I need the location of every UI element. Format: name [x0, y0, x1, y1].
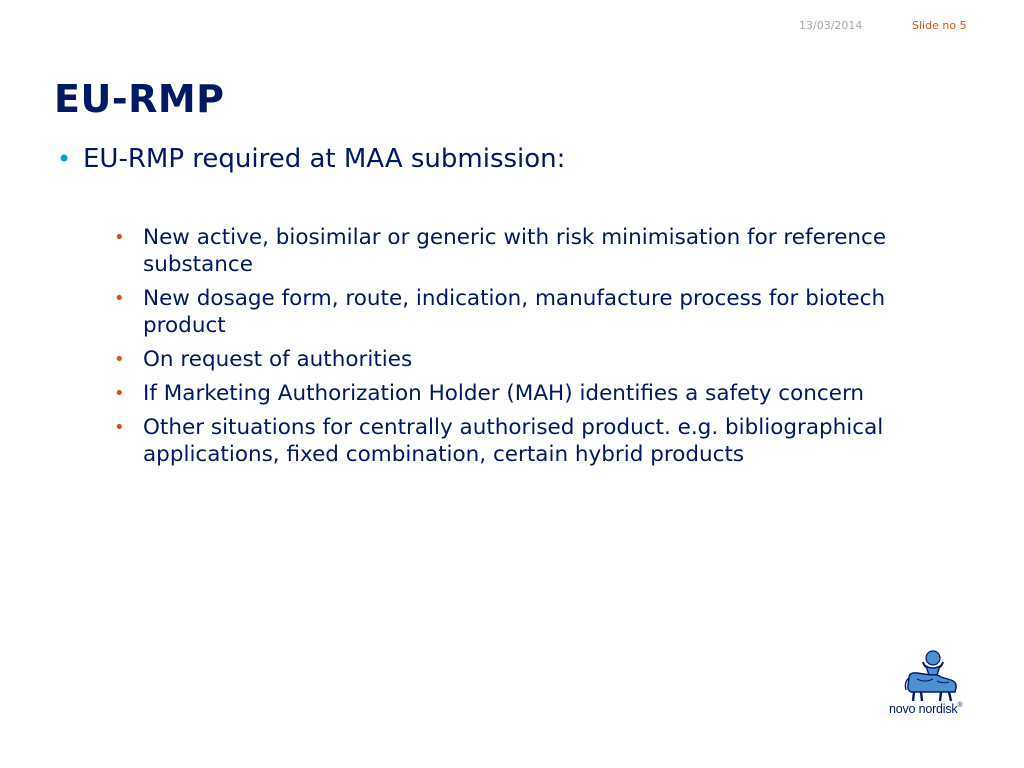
- sub-bullet-item: [114, 414, 944, 468]
- sub-bullet-text: If Marketing Authorization Holder (MAH) identifies a safety concern: [143, 381, 865, 406]
- slide-number: Slide no 5: [912, 19, 967, 32]
- sub-bullet-text: On request of authorities: [143, 347, 413, 372]
- bullet-dot-icon: •: [114, 383, 125, 404]
- slide-title: EU-RMP: [54, 77, 225, 121]
- bullet-dot-icon: •: [114, 227, 125, 248]
- bullet-dot-icon: •: [57, 145, 72, 173]
- sub-bullet-item: [114, 346, 944, 373]
- novo-nordisk-logo: [885, 648, 981, 722]
- sub-bullet-list: [114, 224, 944, 475]
- registered-mark: ®: [957, 702, 963, 709]
- bullet-dot-icon: •: [114, 417, 125, 438]
- sub-bullet-text: New active, biosimilar or generic with risk minimisation for reference substance: [143, 225, 887, 277]
- sub-bullet-text: New dosage form, route, indication, manufacture process for biotech product: [143, 286, 886, 338]
- logo-text: novo nordisk: [889, 702, 958, 716]
- slide-date: 13/03/2014: [799, 19, 863, 32]
- apis-bull-icon: [903, 648, 963, 704]
- main-bullet: [57, 143, 977, 175]
- sub-bullet-item: [114, 224, 944, 278]
- bullet-dot-icon: •: [114, 349, 125, 370]
- sub-bullet-text: Other situations for centrally authorised product. e.g. bibliographical applications, fixed combination, certain hybrid products: [143, 415, 884, 467]
- logo-wordmark: [889, 702, 962, 716]
- sub-bullet-item: [114, 380, 944, 407]
- main-bullet-text: EU-RMP required at MAA submission:: [83, 144, 566, 174]
- sub-bullet-item: [114, 285, 944, 339]
- bullet-dot-icon: •: [114, 288, 125, 309]
